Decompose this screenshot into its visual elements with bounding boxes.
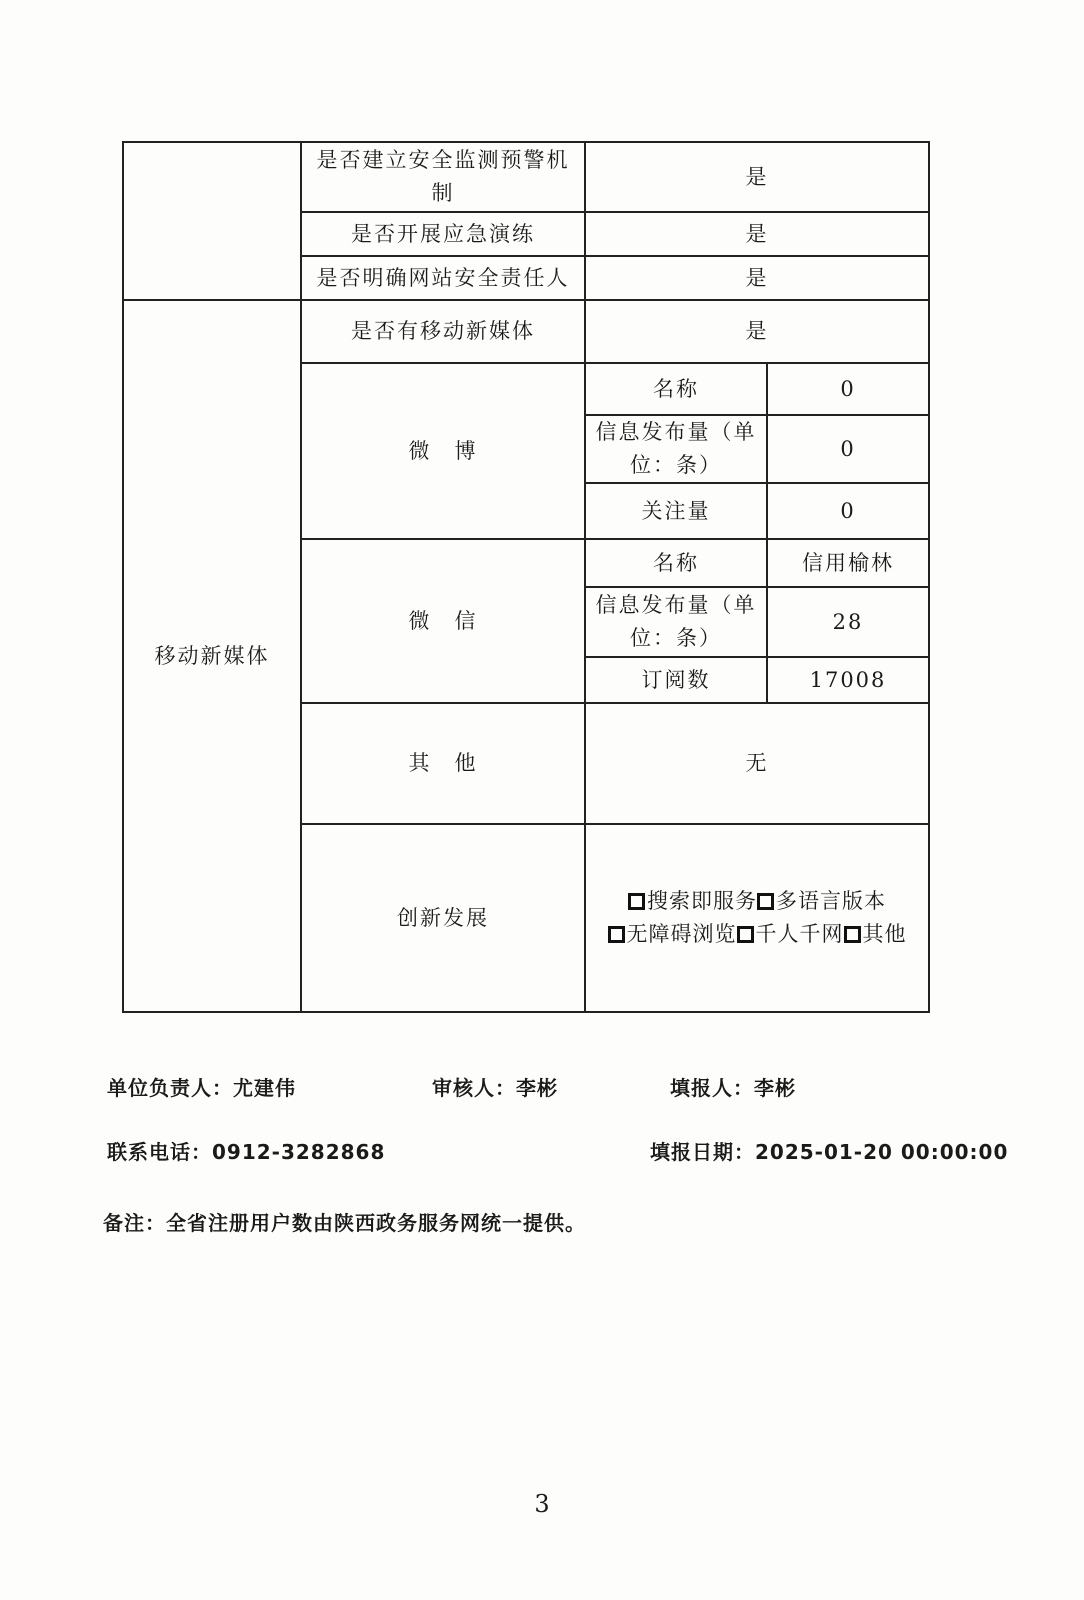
reviewer: 审核人：李彬 xyxy=(432,1076,558,1100)
other-label: 其 他 xyxy=(301,703,585,824)
owner-question: 是否明确网站安全责任人 xyxy=(301,256,585,300)
weibo-posts-value: 0 xyxy=(767,415,929,483)
owner-answer: 是 xyxy=(585,256,929,300)
innovation-option: 无障碍浏览 xyxy=(608,922,737,946)
contact-phone: 联系电话：0912-3282868 xyxy=(107,1140,386,1164)
innovation-section-label: 创新发展 xyxy=(301,824,585,1012)
report-table xyxy=(122,141,930,1013)
checkbox-icon xyxy=(757,893,774,910)
weibo-name-value: 0 xyxy=(767,363,929,415)
other-value: 无 xyxy=(585,703,929,824)
wechat-name-value: 信用榆林 xyxy=(767,539,929,587)
weibo-follow-value: 0 xyxy=(767,483,929,539)
weibo-follow-label: 关注量 xyxy=(585,483,767,539)
security-section-label xyxy=(123,142,301,300)
wechat-posts-value: 28 xyxy=(767,587,929,657)
innovation-option: 千人千网 xyxy=(737,922,844,946)
weibo-posts-label: 信息发布量（单位：条） xyxy=(585,415,767,483)
mobile-section-label: 移动新媒体 xyxy=(123,300,301,1012)
mobile-has-question: 是否有移动新媒体 xyxy=(301,300,585,363)
innovation-option: 其他 xyxy=(844,922,907,946)
filler: 填报人：李彬 xyxy=(670,1076,796,1100)
drill-question: 是否开展应急演练 xyxy=(301,212,585,256)
mobile-has-answer: 是 xyxy=(585,300,929,363)
mobile-has-row xyxy=(123,300,929,363)
wechat-subs-value: 17008 xyxy=(767,657,929,703)
unit-head: 单位负责人：尤建伟 xyxy=(107,1076,296,1100)
innovation-option: 多语言版本 xyxy=(757,889,886,913)
checkbox-icon xyxy=(844,926,861,943)
monitor-answer: 是 xyxy=(585,142,929,212)
innovation-options xyxy=(585,824,929,1012)
wechat-subs-label: 订阅数 xyxy=(585,657,767,703)
remark: 备注：全省注册用户数由陕西政务服务网统一提供。 xyxy=(103,1211,586,1235)
security-monitor-row xyxy=(123,142,929,212)
page-number: 3 xyxy=(534,1490,550,1518)
checkbox-icon xyxy=(628,893,645,910)
innovation-option: 搜索即服务 xyxy=(628,889,757,913)
checkbox-icon xyxy=(737,926,754,943)
monitor-question: 是否建立安全监测预警机制 xyxy=(301,142,585,212)
wechat-posts-label: 信息发布量（单位：条） xyxy=(585,587,767,657)
wechat-label: 微 信 xyxy=(301,539,585,703)
fill-date: 填报日期：2025-01-20 00:00:00 xyxy=(650,1140,1009,1164)
weibo-name-label: 名称 xyxy=(585,363,767,415)
weibo-label: 微 博 xyxy=(301,363,585,539)
drill-answer: 是 xyxy=(585,212,929,256)
checkbox-icon xyxy=(608,926,625,943)
wechat-name-label: 名称 xyxy=(585,539,767,587)
